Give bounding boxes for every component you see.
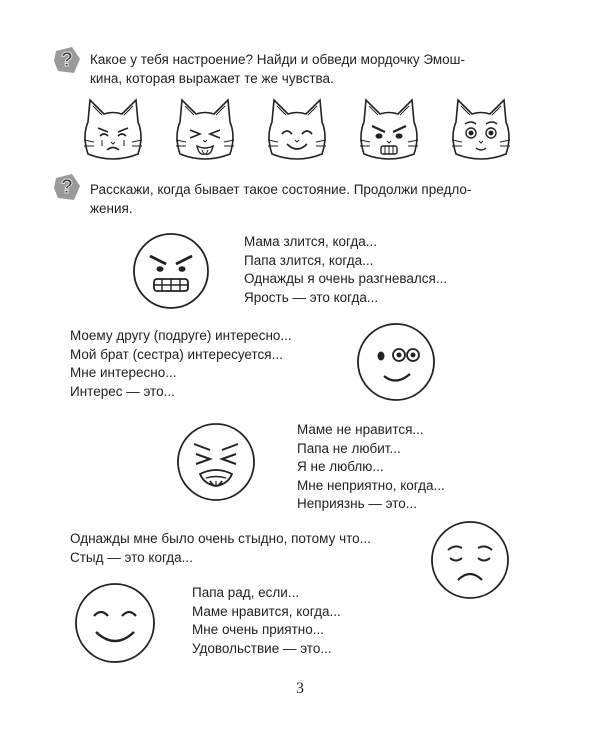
anger-prompt: Мама злится, когда...: [244, 234, 378, 249]
interest-prompt: Интерес — это...: [70, 383, 175, 399]
interest-prompt: Мне интересно...: [70, 365, 177, 380]
cat-happy-icon[interactable]: [262, 96, 332, 164]
question-badge-icon: [52, 172, 82, 202]
svg-text:?: ?: [60, 176, 74, 198]
shame-prompts: [70, 530, 371, 567]
joy-prompt: Мне очень приятно...: [192, 622, 325, 637]
question-badge-icon: [52, 45, 82, 75]
interested-face-icon: [356, 322, 436, 402]
interest-prompt: Моему другу (подруге) интересно...: [70, 328, 292, 343]
joy-prompts: [192, 584, 341, 658]
angry-face-icon: [132, 232, 210, 310]
disgusted-face-icon: [176, 422, 256, 502]
task-1-instructions: [90, 50, 540, 88]
cat-crying-icon[interactable]: [78, 96, 148, 164]
cat-surprised-icon[interactable]: [446, 96, 516, 164]
task-1-line-2: кина, которая выражает те же чувства.: [90, 71, 334, 86]
task-2-line-1: Расскажи, когда бывает такое состояние. Продолжи предло-: [90, 182, 472, 197]
smiling-face-icon: [74, 582, 156, 664]
cat-angry-icon[interactable]: [354, 96, 424, 164]
interest-prompts: [70, 327, 292, 401]
cat-disgusted-icon[interactable]: [170, 96, 240, 164]
joy-prompt: Удовольствие — это...: [192, 640, 332, 656]
cat-faces-row: [78, 96, 538, 166]
joy-prompt: Маме нравится, когда...: [192, 603, 341, 619]
disgust-prompt: Маме не нравится...: [297, 422, 424, 437]
disgust-prompt: Папа не любит...: [297, 440, 401, 456]
anger-prompt: Папа злится, когда...: [244, 252, 374, 268]
sad-face-icon: [430, 520, 510, 600]
shame-prompt: Стыд — это когда...: [70, 549, 193, 565]
disgust-prompt: Мне неприятно, когда...: [297, 477, 445, 493]
page-number: 3: [296, 680, 304, 697]
anger-prompts: [244, 233, 447, 307]
joy-prompt: Папа рад, если...: [192, 585, 300, 600]
anger-prompt: Ярость — это когда...: [244, 289, 379, 305]
task-2-line-2: жения.: [90, 201, 133, 216]
disgust-prompt: Неприязнь — это...: [297, 496, 417, 511]
task-2-instructions: [90, 180, 540, 218]
shame-prompt: Однажды мне было очень стыдно, потому что...: [70, 531, 371, 546]
disgust-prompts: [297, 421, 445, 514]
svg-text:?: ?: [60, 49, 74, 71]
anger-prompt: Однажды я очень разгневался...: [244, 271, 448, 286]
interest-prompt: Мой брат (сестра) интересуется...: [70, 346, 283, 362]
task-1-line-1: Какое у тебя настроение? Найди и обведи мордочку Эмош-: [90, 52, 466, 67]
disgust-prompt: Я не люблю...: [297, 459, 384, 474]
